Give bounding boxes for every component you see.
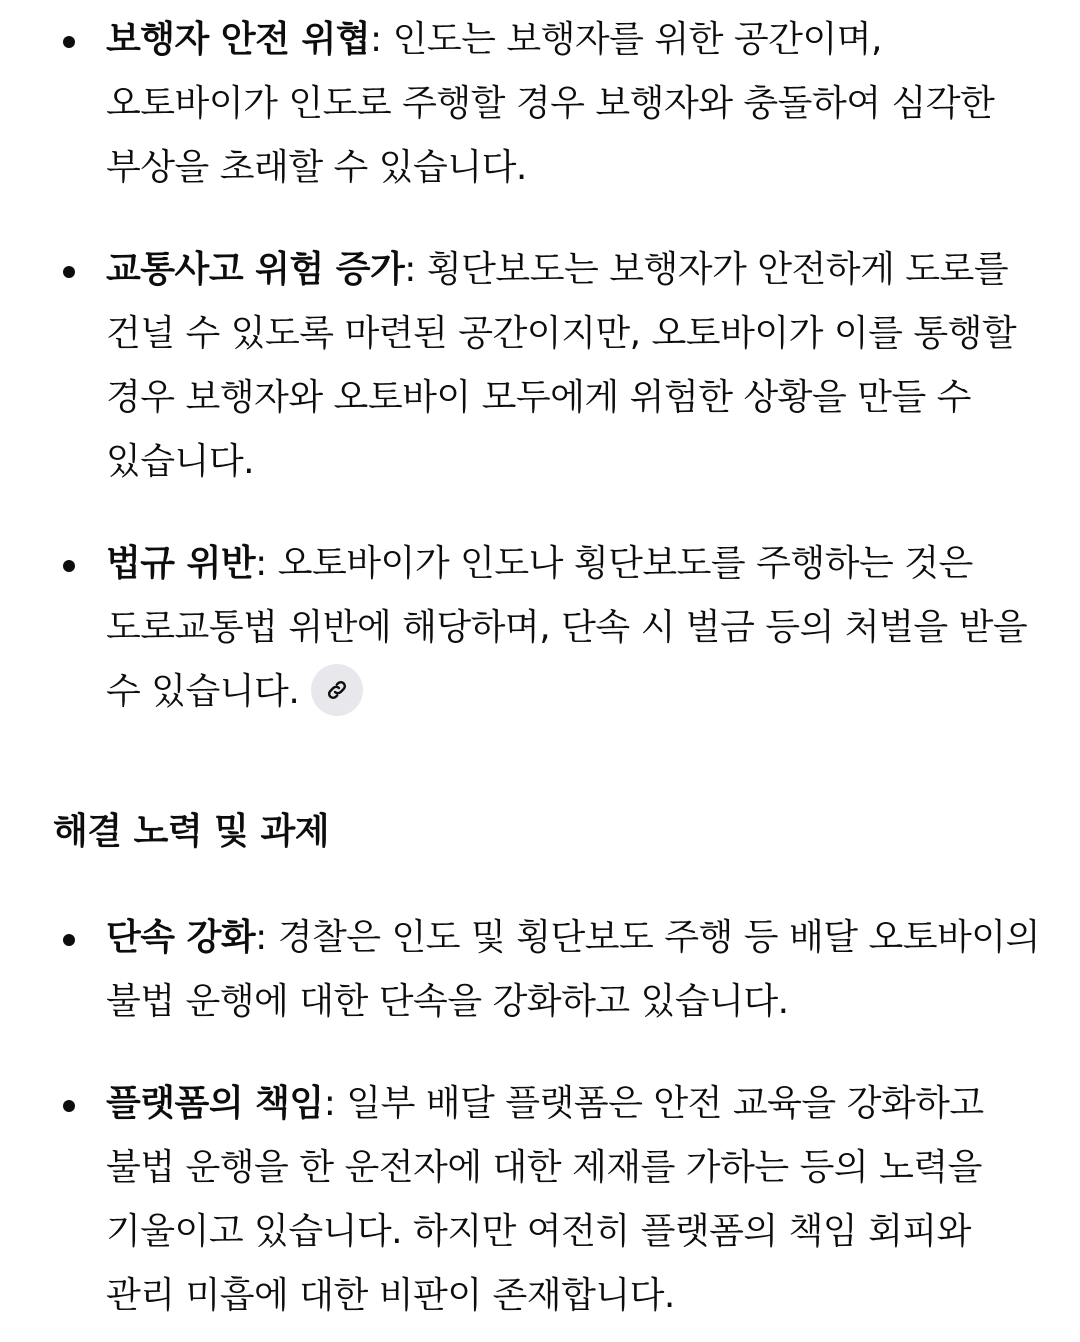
item-title: 교통사고 위험 증가 — [106, 249, 405, 290]
list-item — [0, 8, 1080, 200]
item-title: 플랫폼의 책임 — [106, 1083, 324, 1124]
item-text: 인도는 보행자를 위한 공간이며, 오토바이가 인도로 주행할 경우 보행자와 충돌하여 심각한 부상을 초래할 수 있습니다. — [106, 19, 995, 188]
section-heading: 해결 노력 및 과제 — [53, 811, 330, 852]
item-separator: : — [370, 19, 382, 60]
item-text: 횡단보도는 보행자가 안전하게 도로를 건널 수 있도록 마련된 공간이지만, 오토바이가 이를 통행할 경우 보행자와 오토바이 모두에게 위험한 상황을 만들 수 있습니다. — [106, 249, 1017, 482]
item-title: 보행자 안전 위협 — [106, 19, 370, 60]
list-item — [0, 906, 1080, 1034]
link-icon[interactable] — [311, 664, 363, 716]
bullet-dot — [63, 560, 75, 572]
list-item — [0, 1072, 1080, 1328]
list-item — [0, 532, 1080, 724]
bullet-dot — [63, 266, 75, 278]
item-text: 오토바이가 인도나 횡단보도를 주행하는 것은 도로교통법 위반에 해당하며, 단속 시 벌금 등의 처벌을 받을 수 있습니다. — [106, 543, 1028, 712]
risk-list — [0, 8, 1080, 200]
item-text: 일부 배달 플랫폼은 안전 교육을 강화하고 불법 운행을 한 운전자에 대한 제재를 가하는 등의 노력을 기울이고 있습니다. 하지만 여전히 플랫폼의 책임 회피와 관리 미흡에 대한 비판이 존재합니다. — [106, 1083, 984, 1316]
bullet-dot — [63, 36, 75, 48]
item-title: 법규 위반 — [106, 543, 256, 584]
risk-list-2 — [0, 238, 1080, 494]
item-text: 경찰은 인도 및 횡단보도 주행 등 배달 오토바이의 불법 운행에 대한 단속을 강화하고 있습니다. — [106, 917, 1040, 1022]
bullet-dot — [63, 1100, 75, 1112]
item-separator: : — [255, 917, 267, 958]
list-item — [0, 238, 1080, 494]
item-separator: : — [323, 1083, 336, 1124]
risk-list-3 — [0, 532, 1080, 724]
bullet-dot — [63, 934, 75, 946]
item-title: 단속 강화 — [106, 917, 256, 958]
item-separator: : — [404, 249, 416, 290]
item-separator: : — [255, 543, 267, 584]
effort-list-2 — [0, 1072, 1080, 1328]
effort-list — [0, 906, 1080, 1034]
